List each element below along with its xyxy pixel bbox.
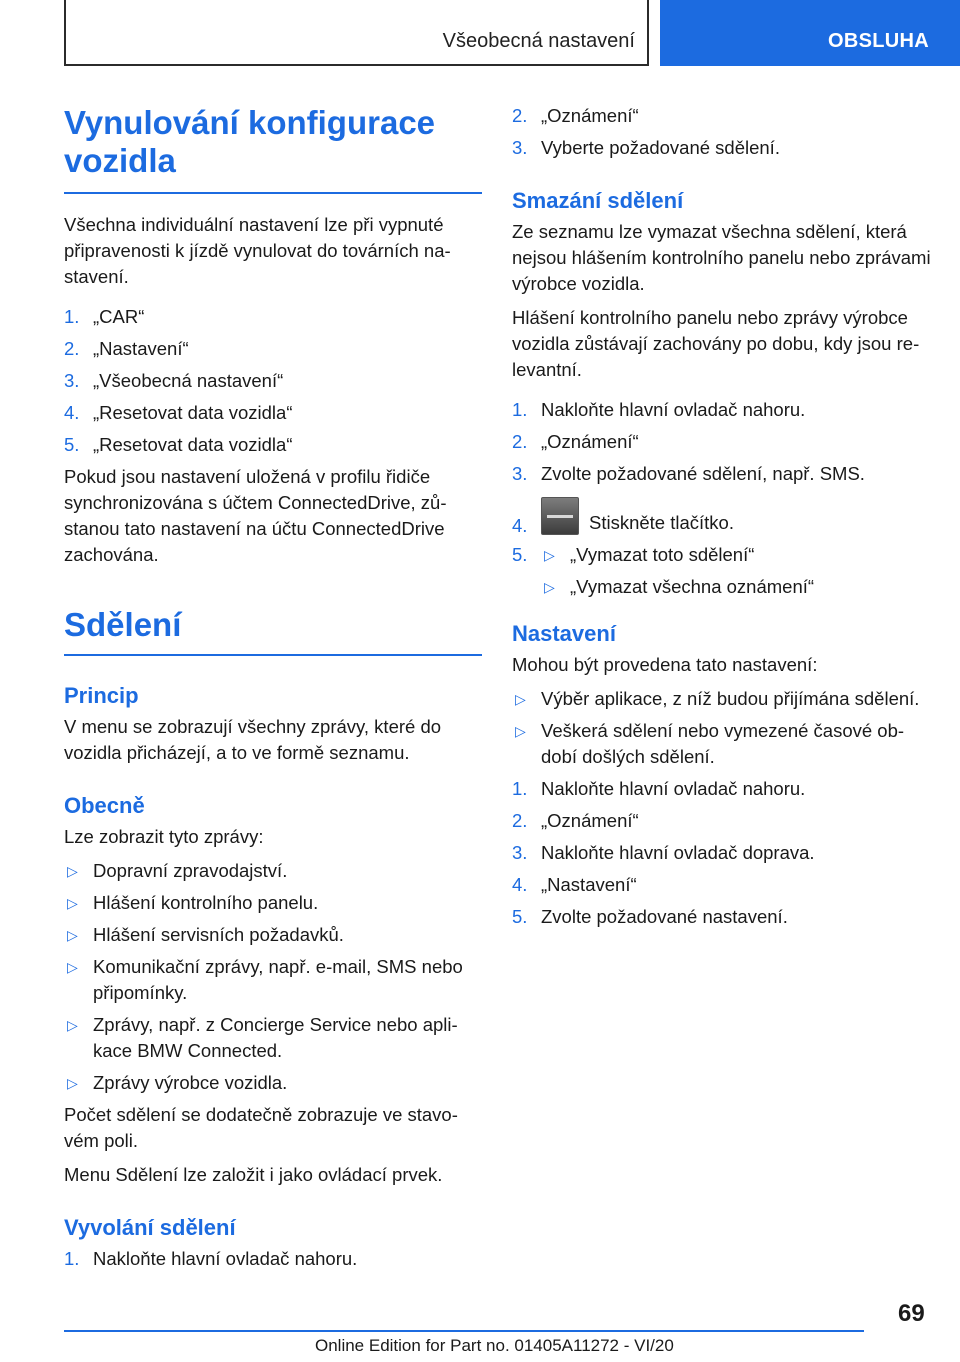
reset-intro: Všechna individuální nastavení lze při vypnuté připravenosti k jízdě vynulovat do továrních nastavení.	[64, 214, 451, 287]
item-text: Hlášení servisních požadavků.	[93, 924, 344, 945]
step-text: Zvolte požadované nastavení.	[541, 906, 788, 927]
general-items	[64, 858, 482, 1096]
list-item	[512, 718, 932, 770]
step-number: 2.	[64, 338, 80, 359]
left-column	[64, 100, 482, 1272]
reset-heading	[64, 100, 482, 180]
list-item	[541, 542, 932, 568]
list-item	[64, 304, 482, 330]
triangle-right-icon: ▷	[67, 927, 78, 943]
header-section-box	[64, 0, 649, 66]
settings-items	[512, 686, 932, 770]
list-item	[64, 368, 482, 394]
step-number: 4.	[64, 402, 80, 423]
principle-heading: Princip	[64, 683, 139, 708]
menu-text: Menu Sdělení lze založit i jako ovládací prvek.	[64, 1164, 443, 1185]
heading-divider	[64, 654, 482, 656]
triangle-right-icon: ▷	[515, 691, 526, 707]
step-text: „Oznámení“	[541, 105, 639, 126]
list-item	[512, 542, 932, 600]
step-text: „Resetovat data vozidla“	[93, 434, 293, 455]
list-item	[64, 1070, 482, 1096]
triangle-right-icon: ▷	[544, 579, 555, 595]
item-text: Dopravní zpravodajství.	[93, 860, 288, 881]
footer-divider	[64, 1330, 864, 1332]
step-number: 5.	[512, 544, 528, 565]
list-item	[64, 1246, 482, 1272]
step-text: Nakloňte hlavní ovladač nahoru.	[541, 399, 806, 420]
list-item	[512, 776, 932, 802]
delete-text2: Hlášení kontrolního panelu nebo zprávy výrobce vozidla zůstávají zachovány po dobu, kdy jsou relevantní.	[512, 307, 920, 380]
list-item	[64, 400, 482, 426]
triangle-right-icon: ▷	[67, 863, 78, 879]
step-text: Nakloňte hlavní ovladač doprava.	[541, 842, 815, 863]
item-text: Výběr aplikace, z níž budou přijímána sdělení.	[541, 688, 920, 709]
general-text: Lze zobrazit tyto zprávy:	[64, 826, 264, 847]
delete-steps	[512, 397, 932, 600]
list-item	[64, 922, 482, 948]
count-text: Počet sdělení se dodatečně zobrazuje ve stavovém poli.	[64, 1104, 458, 1151]
footer-edition: Online Edition for Part no. 01405A11272 - VI/20	[315, 1336, 674, 1355]
step-number: 5.	[64, 434, 80, 455]
delete-text1: Ze seznamu lze vymazat všechna sdělení, která nejsou hlášením kontrolního panelu nebo zprávami výrobce vozidla.	[512, 221, 931, 294]
step-text: „Oznámení“	[541, 431, 639, 452]
step-text: „Resetovat data vozidla“	[93, 402, 293, 423]
step-number: 3.	[512, 137, 528, 158]
triangle-right-icon: ▷	[67, 895, 78, 911]
call-steps	[64, 1246, 482, 1272]
list-item	[64, 890, 482, 916]
step-text: Vyberte požadované sdělení.	[541, 137, 780, 158]
item-text: Hlášení kontrolního panelu.	[93, 892, 319, 913]
messages-heading: Sdělení	[64, 606, 182, 643]
step-text: Nakloňte hlavní ovladač nahoru.	[93, 1248, 358, 1269]
step-number: 1.	[64, 306, 80, 327]
header-chapter-label: OBSLUHA	[828, 30, 929, 52]
list-item	[512, 686, 932, 712]
step-number: 5.	[512, 906, 528, 927]
list-item	[64, 954, 482, 1006]
delete-heading: Smazání sdělení	[512, 188, 684, 213]
step-number: 1.	[512, 778, 528, 799]
step-text: Zvolte požadované sdělení, např. SMS.	[541, 463, 865, 484]
step-number: 1.	[64, 1248, 80, 1269]
triangle-right-icon: ▷	[544, 547, 555, 563]
page-number: 69	[898, 1300, 925, 1327]
item-text: Zprávy, např. z Concierge Service nebo aplikace BMW Connected.	[93, 1014, 458, 1061]
list-item	[512, 872, 932, 898]
step-number: 2.	[512, 810, 528, 831]
reset-heading-line2: vozidla	[64, 142, 176, 179]
step-number: 3.	[512, 842, 528, 863]
list-item	[512, 904, 932, 930]
list-item	[512, 808, 932, 834]
list-item	[512, 103, 932, 129]
item-text: „Vymazat toto sdělení“	[570, 544, 755, 565]
step-text: „CAR“	[93, 306, 145, 327]
list-item	[512, 397, 932, 423]
list-item	[512, 429, 932, 455]
step-number: 2.	[512, 431, 528, 452]
reset-heading-line1: Vynulování konfigurace	[64, 104, 436, 141]
step-number: 1.	[512, 399, 528, 420]
reset-steps	[64, 304, 482, 458]
list-item	[64, 336, 482, 362]
option-button-icon[interactable]	[541, 497, 579, 535]
list-item	[512, 840, 932, 866]
step-text: „Nastavení“	[541, 874, 637, 895]
triangle-right-icon: ▷	[67, 959, 78, 975]
list-item	[512, 135, 932, 161]
item-text: Veškerá sdělení nebo vymezené časové období došlých sdělení.	[541, 720, 905, 767]
settings-heading: Nastavení	[512, 621, 616, 646]
step-number: 3.	[64, 370, 80, 391]
reset-note: Pokud jsou nastavení uložená v profilu řidiče synchronizována s účtem ConnectedDrive, zůstanou tato nastavení na účtu ConnectedDrive zachována.	[64, 466, 447, 565]
step-text: Stiskněte tlačítko.	[589, 512, 734, 533]
step-text: „Všeobecná nastavení“	[93, 370, 284, 391]
list-item	[64, 432, 482, 458]
general-heading: Obecně	[64, 793, 145, 818]
list-item	[512, 495, 932, 536]
step-number: 4.	[512, 515, 528, 536]
settings-intro: Mohou být provedena tato nastavení:	[512, 654, 818, 675]
triangle-right-icon: ▷	[67, 1075, 78, 1091]
principle-text: V menu se zobrazují všechny zprávy, které do vozidla přicházejí, a to ve formě seznamu.	[64, 716, 442, 763]
list-item	[541, 574, 932, 600]
header-section-title: Všeobecná nastavení	[442, 30, 635, 52]
triangle-right-icon: ▷	[515, 723, 526, 739]
settings-steps	[512, 776, 932, 930]
right-column	[512, 103, 932, 930]
list-item	[512, 461, 932, 487]
step-text: „Nastavení“	[93, 338, 189, 359]
header-chapter-tab	[660, 0, 960, 66]
item-text: Komunikační zprávy, např. e-mail, SMS nebo připomínky.	[93, 956, 463, 1003]
item-text: Zprávy výrobce vozidla.	[93, 1072, 288, 1093]
step-number: 4.	[512, 874, 528, 895]
step-text: Nakloňte hlavní ovladač nahoru.	[541, 778, 806, 799]
list-item	[64, 1012, 482, 1064]
call-steps-cont	[512, 103, 932, 161]
step-text: „Oznámení“	[541, 810, 639, 831]
heading-divider	[64, 192, 482, 194]
item-text: „Vymazat všechna oznámení“	[570, 576, 815, 597]
triangle-right-icon: ▷	[67, 1017, 78, 1033]
step-number: 3.	[512, 463, 528, 484]
step5-options	[541, 542, 932, 600]
step-number: 2.	[512, 105, 528, 126]
list-item	[64, 858, 482, 884]
call-heading: Vyvolání sdělení	[64, 1215, 236, 1240]
